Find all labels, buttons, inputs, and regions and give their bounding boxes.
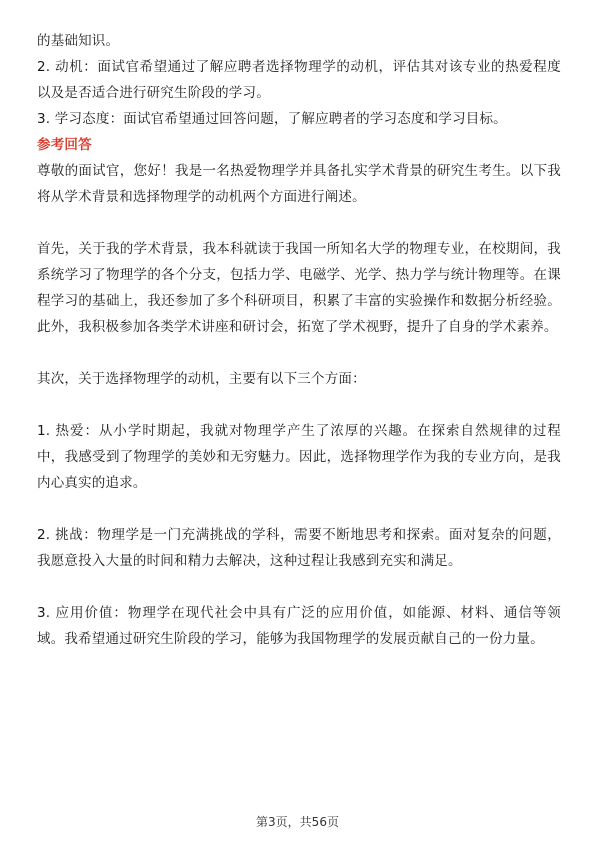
spacer bbox=[37, 340, 561, 366]
answer-background: 首先，关于我的学术背景，我本科就读于我国一所知名大学的物理专业，在校期间，我系统学习了物理学的各个分支，包括力学、电磁学、光学、热力学与统计物理等。在课程学习的基础上，我还参加了多个科研项目，积累了丰富的实验操作和数据分析经验。此外，我积极参加各类学术讲座和研讨会，拓宽了学术视野，提升了自身的学术素养。 bbox=[37, 241, 561, 335]
motivation-intro: 其次，关于选择物理学的动机，主要有以下三个方面： bbox=[37, 371, 366, 387]
document-body bbox=[37, 28, 561, 652]
answer-greeting: 尊敬的面试官，您好！我是一名热爱物理学并具备扎实学术背景的研究生考生。以下我将从学术背景和选择物理学的动机两个方面进行阐述。 bbox=[37, 163, 561, 205]
page-number: 第3页，共56页 bbox=[256, 815, 339, 829]
motivation-item: 3. 应用价值：物理学在现代社会中具有广泛的应用价值，如能源、材料、通信等领域。我希望通过研究生阶段的学习，能够为我国物理学的发展贡献自己的一份力量。 bbox=[37, 605, 561, 647]
spacer bbox=[37, 496, 561, 522]
answer-heading: 参考回答 bbox=[37, 137, 92, 153]
spacer bbox=[37, 392, 561, 418]
motivation-item: 1. 热爱：从小学时期起，我就对物理学产生了浓厚的兴趣。在探索自然规律的过程中，我感受到了物理学的美妙和无穷魅力。因此，选择物理学作为我的专业方向，是我内心真实的追求。 bbox=[37, 423, 561, 491]
spacer bbox=[37, 574, 561, 600]
point-attitude: 3. 学习态度：面试官希望通过回答问题，了解应聘者的学习态度和学习目标。 bbox=[37, 111, 507, 127]
spacer bbox=[37, 210, 561, 236]
point-motivation: 2. 动机：面试官希望通过了解应聘者选择物理学的动机，评估其对该专业的热爱程度以及是否适合进行研究生阶段的学习。 bbox=[37, 59, 561, 101]
motivation-item: 2. 挑战：物理学是一门充满挑战的学科，需要不断地思考和探索。面对复杂的问题，我愿意投入大量的时间和精力去解决，这种过程让我感到充实和满足。 bbox=[37, 527, 561, 569]
intro-tail: 的基础知识。 bbox=[37, 33, 120, 49]
